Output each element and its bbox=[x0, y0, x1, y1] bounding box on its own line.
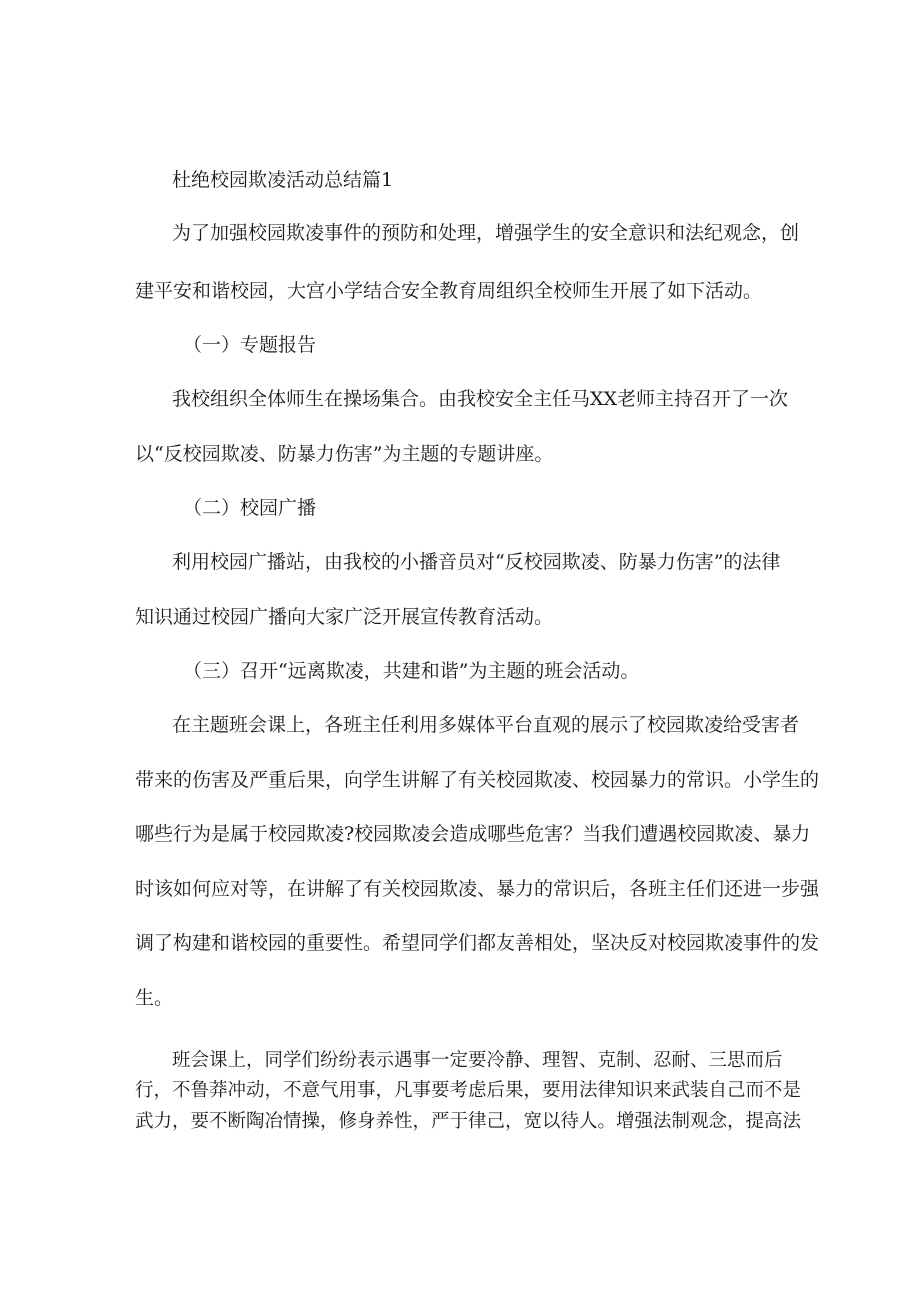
section-2-line-1: 利用校园广播站，由我校的小播音员对“反校园欺凌、防暴力伤害”的法律 bbox=[172, 551, 781, 573]
document-title: 杜绝校园欺凌活动总结篇1 bbox=[172, 169, 394, 191]
closing-line-3: 武力，要不断陶冶情操，修身养性，严于律己，宽以待人。增强法制观念，提高法 bbox=[135, 1111, 802, 1132]
class-meeting-line-6: 生。 bbox=[135, 987, 174, 1009]
section-2-heading: （二）校园广播 bbox=[183, 497, 317, 519]
section-1-line-2: 以“反校园欺凌、防暴力伤害”为主题的专题讲座。 bbox=[135, 443, 554, 465]
closing-line-2: 行，不鲁莽冲动，不意气用事，凡事要考虑后果，要用法律知识来武装自己而不是 bbox=[135, 1080, 802, 1101]
intro-line-2: 建平安和谐校园，大宫小学结合安全教育周组织全校师生开展了如下活动。 bbox=[135, 280, 763, 302]
class-meeting-line-4: 时该如何应对等，在讲解了有关校园欺凌、暴力的常识后，各班主任们还进一步强 bbox=[135, 878, 820, 900]
class-meeting-line-1: 在主题班会课上，各班主任利用多媒体平台直观的展示了校园欺凌给受害者 bbox=[172, 714, 800, 736]
section-1-line-1: 我校组织全体师生在操场集合。由我校安全主任马XX老师主持召开了一次 bbox=[172, 388, 789, 410]
section-3-heading: （三）召开“远离欺凌，共建和谐”为主题的班会活动。 bbox=[183, 660, 640, 682]
intro-line-1: 为了加强校园欺凌事件的预防和处理，增强学生的安全意识和法纪观念，创 bbox=[172, 222, 800, 244]
section-1-heading: （一）专题报告 bbox=[183, 334, 317, 356]
class-meeting-line-3: 哪些行为是属于校园欺凌?校园欺凌会造成哪些危害？当我们遭遇校园欺凌、暴力 bbox=[135, 823, 811, 845]
class-meeting-line-2: 带来的伤害及严重后果，向学生讲解了有关校园欺凌、校园暴力的常识。小学生的 bbox=[135, 769, 820, 791]
closing-line-1: 班会课上，同学们纷纷表示遇事一定要冷静、理智、克制、忍耐、三思而后 bbox=[172, 1050, 783, 1071]
class-meeting-line-5: 调了构建和谐校园的重要性。希望同学们都友善相处，坚决反对校园欺凌事件的发 bbox=[135, 932, 820, 954]
section-2-line-2: 知识通过校园广播向大家广泛开展宣传教育活动。 bbox=[135, 606, 554, 628]
